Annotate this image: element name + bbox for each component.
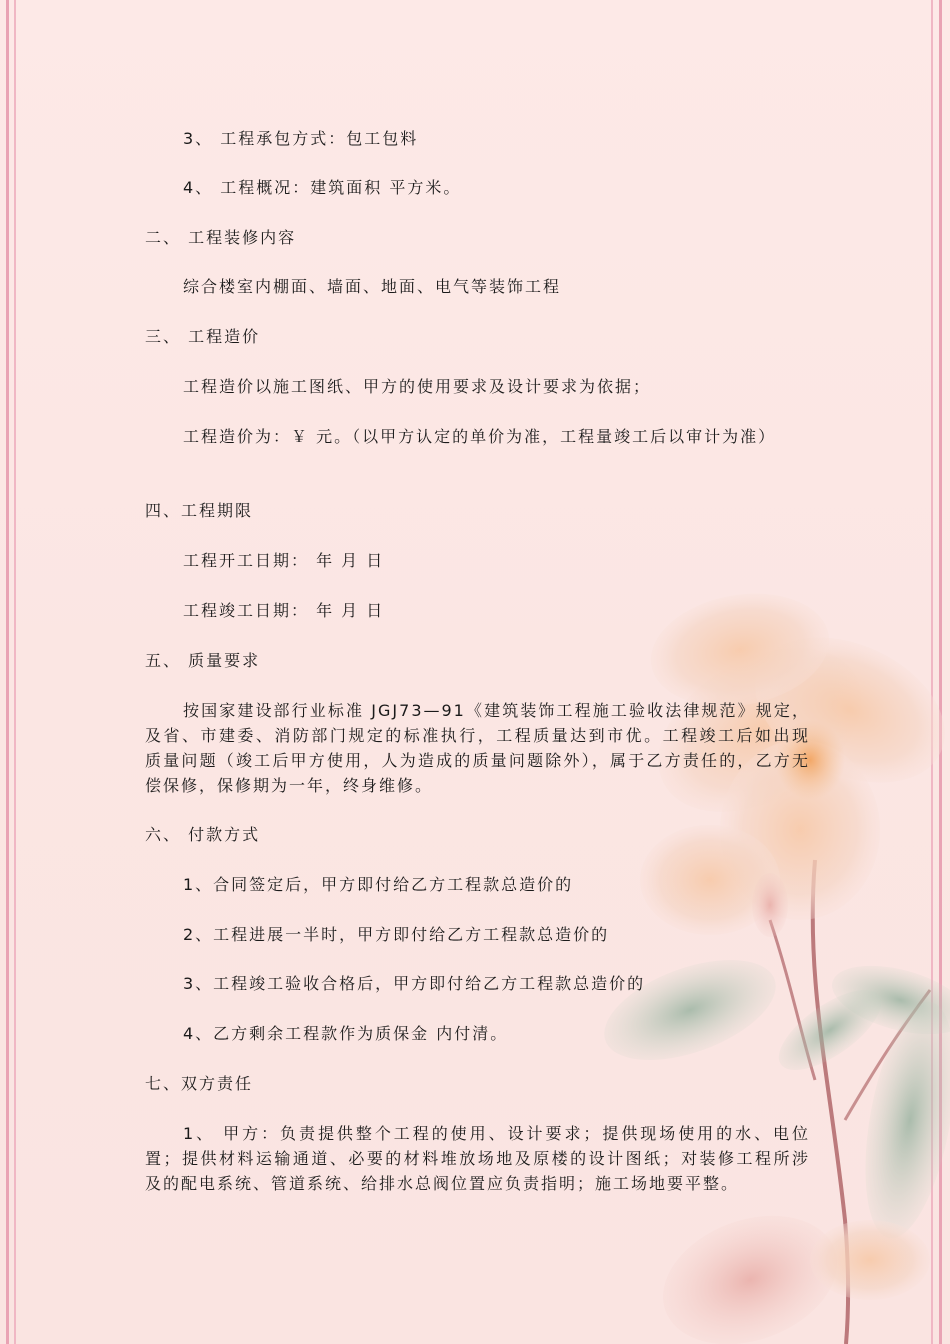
left-border-outer xyxy=(6,0,9,1344)
payment-item-2: 2、工程进展一半时，甲方即付给乙方工程款总造价的 xyxy=(183,925,610,944)
section-5-text: 按国家建设部行业标准 JGJ73—91《建筑装饰工程施工验收法律规范》规定，及省、市建委、消防部门规定的标准执行，工程质量达到市优。工程竣工后如出现质量问题（竣工后甲方使用，人为造成的质量问题除外），属于乙方责任的，乙方无偿保修，保修期为一年，终身维修。 xyxy=(145,701,810,795)
section-3-price: 工程造价为：￥ 元。（以甲方认定的单价为准，工程量竣工后以审计为准） xyxy=(183,427,777,446)
section-4-start-date: 工程开工日期： 年 月 日 xyxy=(183,551,385,570)
item-3: 3、 工程承包方式：包工包料 xyxy=(183,129,419,148)
section-4-end-date: 工程竣工日期： 年 月 日 xyxy=(183,601,385,620)
payment-item-3: 3、工程竣工验收合格后，甲方即付给乙方工程款总造价的 xyxy=(183,974,646,993)
section-4-heading: 四、工程期限 xyxy=(145,501,254,520)
section-7-heading: 七、双方责任 xyxy=(145,1074,254,1093)
section-3-basis: 工程造价以施工图纸、甲方的使用要求及设计要求为依据； xyxy=(183,377,652,396)
flower-illustration xyxy=(600,560,950,1344)
payment-item-4: 4、乙方剩余工程款作为质保金 内付清。 xyxy=(183,1024,509,1043)
payment-item-1: 1、合同签定后，甲方即付给乙方工程款总造价的 xyxy=(183,875,574,894)
item-4: 4、 工程概况：建筑面积 平方米。 xyxy=(183,178,462,197)
section-3-heading: 三、 工程造价 xyxy=(145,327,261,346)
section-7-party-a: 1、 甲方：负责提供整个工程的使用、设计要求；提供现场使用的水、电位置；提供材料运输通道、必要的材料堆放场地及原楼的设计图纸；对装修工程所涉及的配电系统、管道系统、给排水总阀位置应负责指明；施工场地要平整。 xyxy=(145,1124,810,1193)
left-border-inner xyxy=(14,0,16,1344)
section-6-heading: 六、 付款方式 xyxy=(145,825,261,844)
section-2-text: 综合楼室内棚面、墙面、地面、电气等装饰工程 xyxy=(183,277,562,296)
section-2-heading: 二、 工程装修内容 xyxy=(145,228,297,247)
section-5-heading: 五、 质量要求 xyxy=(145,651,261,670)
